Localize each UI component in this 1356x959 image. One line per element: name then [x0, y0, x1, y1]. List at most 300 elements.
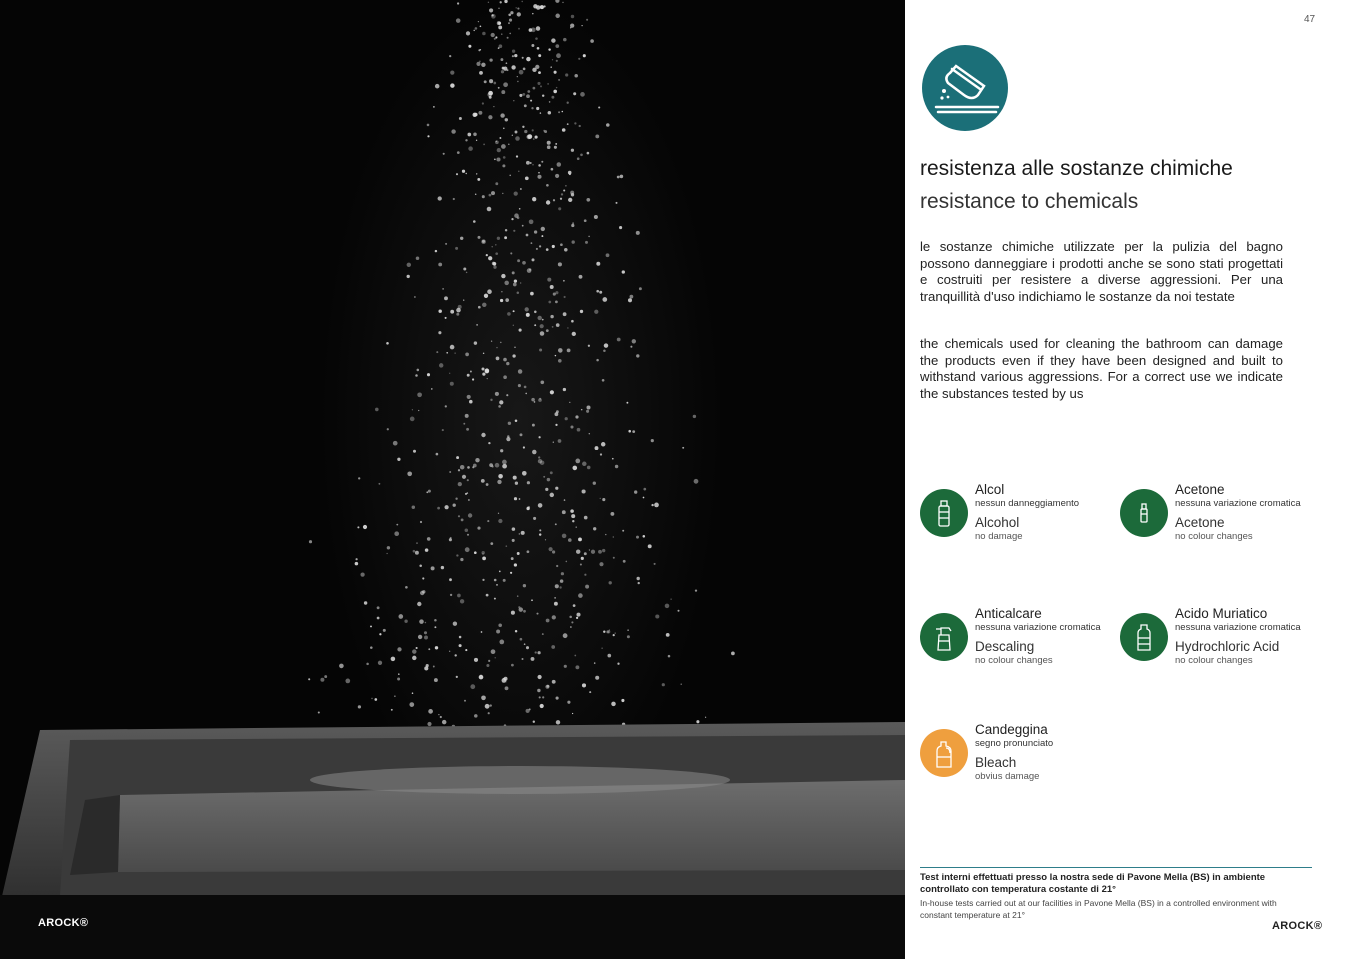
water-drop	[482, 240, 485, 243]
water-drop	[431, 566, 435, 570]
water-drop	[465, 414, 469, 418]
water-drop	[553, 293, 556, 296]
water-drop	[621, 699, 624, 702]
water-drop	[564, 499, 566, 501]
water-drop	[564, 296, 566, 298]
water-drop	[391, 709, 393, 711]
water-drop	[539, 533, 541, 535]
water-drop	[450, 70, 454, 74]
water-drop	[468, 499, 470, 501]
water-drop	[355, 562, 359, 566]
water-drop	[553, 442, 554, 443]
water-drop	[436, 351, 438, 353]
water-drop	[547, 141, 551, 145]
water-drop	[668, 655, 671, 658]
water-drop	[512, 271, 515, 274]
water-drop	[518, 28, 520, 30]
water-drop	[570, 27, 571, 28]
water-drop	[309, 540, 312, 543]
water-drop	[489, 463, 493, 467]
water-drop	[535, 136, 538, 139]
water-drop	[499, 640, 504, 645]
water-drop	[567, 701, 570, 704]
water-drop	[545, 539, 546, 540]
water-drop	[533, 721, 535, 723]
water-drop	[444, 505, 448, 509]
water-drop	[434, 678, 438, 682]
water-drop	[513, 476, 517, 480]
water-drop	[581, 409, 583, 411]
water-drop	[501, 70, 504, 73]
water-drop	[508, 13, 511, 16]
water-drop	[535, 651, 537, 653]
water-drop	[506, 62, 508, 64]
water-drop	[442, 288, 444, 290]
water-drop	[391, 657, 396, 662]
water-drop	[593, 482, 596, 485]
water-drop	[465, 353, 469, 357]
water-drop	[478, 21, 479, 22]
water-drop	[554, 71, 557, 74]
water-drop	[404, 620, 407, 623]
water-drop	[444, 296, 448, 300]
water-drop	[521, 531, 525, 535]
substance-name-it: Candeggina	[975, 722, 1048, 737]
water-drop	[555, 487, 558, 490]
water-drop	[514, 497, 517, 500]
water-drop	[397, 458, 400, 461]
water-drop	[508, 22, 510, 24]
water-drop	[666, 633, 670, 637]
water-drop	[536, 248, 538, 250]
water-drop	[535, 37, 538, 40]
water-drop	[386, 553, 387, 554]
water-drop	[550, 66, 552, 68]
water-drop	[476, 173, 477, 174]
water-drop	[600, 498, 601, 499]
water-drop	[465, 547, 470, 552]
water-drop	[503, 128, 505, 130]
water-drop	[417, 369, 420, 372]
water-drop	[579, 125, 581, 127]
water-drop	[491, 33, 495, 37]
water-drop	[514, 346, 516, 348]
water-drop	[461, 518, 464, 521]
water-drop	[509, 19, 512, 22]
water-drop	[467, 492, 469, 494]
water-drop	[555, 523, 557, 525]
water-drop	[485, 368, 490, 373]
water-drop	[522, 261, 526, 265]
water-drop	[556, 53, 561, 58]
water-drop	[560, 243, 563, 246]
water-drop	[536, 613, 538, 615]
water-drop	[514, 563, 517, 566]
water-drop	[505, 681, 506, 682]
water-drop	[475, 194, 477, 196]
water-drop	[643, 535, 646, 538]
substance-name-it: Acido Muriatico	[1175, 606, 1268, 621]
water-drop	[473, 220, 476, 223]
water-drop	[456, 173, 458, 175]
water-drop	[531, 398, 535, 402]
water-drop	[584, 574, 586, 576]
water-drop	[410, 417, 415, 422]
water-drop	[415, 551, 419, 555]
water-drop	[555, 44, 559, 48]
water-drop	[615, 465, 618, 468]
water-drop	[623, 560, 626, 563]
water-drop	[602, 549, 605, 552]
water-drop	[427, 373, 430, 376]
water-drop	[438, 196, 442, 200]
water-drop	[527, 550, 530, 553]
water-drop	[482, 303, 486, 307]
footer-note-english: In-house tests carried out at our facilities in Pavone Mella (BS) in a controlled environment with constant temperature at 21°	[920, 898, 1277, 920]
substance-name-en: Alcohol	[975, 515, 1020, 530]
water-drop	[472, 378, 474, 380]
water-drop	[409, 702, 414, 707]
water-drop	[526, 94, 530, 98]
water-drop	[486, 254, 488, 256]
water-drop	[564, 248, 568, 252]
water-drop	[533, 517, 536, 520]
water-drop	[551, 96, 554, 99]
water-drop	[501, 274, 505, 278]
water-drop	[581, 557, 584, 560]
water-drop	[424, 636, 428, 640]
water-drop	[510, 252, 512, 254]
water-drop	[524, 104, 527, 107]
water-drop	[489, 704, 491, 706]
water-drop	[541, 235, 543, 237]
water-drop	[482, 557, 486, 561]
water-drop	[308, 678, 310, 680]
water-drop	[565, 73, 568, 76]
water-drop	[503, 358, 507, 362]
water-drop	[561, 572, 564, 575]
water-drop	[508, 422, 511, 425]
water-drop	[539, 398, 541, 400]
water-drop	[437, 507, 440, 510]
water-drop	[493, 262, 497, 266]
water-drop	[654, 503, 659, 508]
water-drop	[498, 22, 501, 25]
water-drop	[481, 367, 484, 370]
water-drop	[571, 193, 574, 196]
water-drop	[580, 310, 583, 313]
water-drop	[569, 402, 570, 403]
water-drop	[497, 148, 501, 152]
water-drop	[482, 32, 486, 36]
water-drop	[470, 371, 472, 373]
water-drop	[397, 678, 400, 681]
water-drop	[530, 100, 532, 102]
water-drop	[494, 579, 497, 582]
water-drop	[527, 90, 530, 93]
water-drop	[576, 526, 577, 527]
water-drop	[577, 157, 580, 160]
water-drop	[554, 146, 557, 149]
water-drop	[491, 246, 492, 247]
water-drop	[585, 585, 589, 589]
water-drop	[519, 70, 524, 75]
water-drop	[538, 164, 541, 167]
water-drop	[498, 8, 499, 9]
water-drop	[495, 657, 496, 658]
water-drop	[610, 512, 614, 516]
water-drop	[611, 702, 616, 707]
water-drop	[481, 631, 483, 633]
water-drop	[481, 695, 486, 700]
water-drop	[519, 94, 522, 97]
water-drop	[539, 696, 541, 698]
water-drop	[622, 270, 625, 273]
water-drop	[445, 317, 447, 319]
water-drop	[387, 428, 389, 430]
water-drop	[412, 692, 414, 694]
water-drop	[601, 648, 602, 649]
water-drop	[540, 704, 544, 708]
water-drop	[628, 430, 631, 433]
water-drop	[427, 135, 429, 137]
water-drop	[589, 691, 591, 693]
water-drop	[531, 27, 536, 32]
water-drop	[538, 71, 541, 74]
water-drop	[520, 638, 523, 641]
water-drop	[550, 315, 553, 318]
water-drop	[572, 520, 574, 522]
water-drop	[501, 144, 506, 149]
water-drop	[494, 159, 496, 161]
water-drop	[586, 198, 590, 202]
water-drop	[462, 475, 466, 479]
water-drop	[547, 478, 550, 481]
water-drop	[512, 55, 514, 57]
water-drop	[514, 279, 517, 282]
water-drop	[370, 625, 372, 627]
water-drop	[632, 339, 636, 343]
water-drop	[545, 488, 548, 491]
water-drop	[556, 720, 560, 724]
water-drop	[345, 679, 350, 684]
water-drop	[466, 272, 468, 274]
water-drop	[318, 711, 320, 713]
water-drop	[455, 353, 456, 354]
water-drop	[538, 675, 542, 679]
title-english: resistance to chemicals	[920, 190, 1139, 213]
water-drop	[526, 507, 529, 510]
substance-name-en: Descaling	[975, 639, 1035, 654]
water-drop	[488, 91, 493, 96]
water-drop	[521, 658, 523, 660]
water-drop	[533, 138, 535, 140]
water-drop	[499, 400, 503, 404]
water-drop	[643, 497, 645, 499]
water-drop	[587, 152, 590, 155]
water-drop	[519, 607, 523, 611]
water-drop	[475, 27, 478, 30]
substance-desc-en: no colour changes	[975, 655, 1053, 666]
water-drop	[651, 439, 654, 442]
water-drop	[449, 471, 451, 473]
water-drop	[601, 442, 605, 446]
water-drop	[613, 634, 615, 636]
water-drop	[459, 636, 462, 639]
water-drop	[491, 14, 496, 19]
water-drop	[579, 275, 583, 279]
water-drop	[435, 646, 438, 649]
water-drop	[670, 598, 671, 599]
water-drop	[506, 362, 509, 365]
water-drop	[578, 58, 580, 60]
water-drop	[434, 619, 437, 622]
water-drop	[481, 433, 485, 437]
water-drop	[531, 44, 534, 47]
water-drop	[552, 59, 553, 60]
water-drop	[489, 58, 492, 61]
water-drop	[457, 2, 459, 4]
water-drop	[651, 504, 653, 506]
water-drop	[590, 39, 594, 43]
water-drop	[519, 208, 521, 210]
water-drop	[654, 563, 656, 565]
water-drop	[514, 213, 519, 218]
water-drop	[519, 329, 522, 332]
water-drop	[475, 458, 479, 462]
water-drop	[634, 490, 637, 493]
water-drop	[537, 175, 541, 179]
water-drop	[476, 62, 480, 66]
water-drop	[603, 630, 605, 632]
water-drop	[463, 267, 466, 270]
water-drop	[470, 684, 475, 689]
water-drop	[415, 374, 418, 377]
water-drop	[527, 481, 530, 484]
water-drop	[575, 665, 579, 669]
water-drop	[357, 526, 359, 528]
water-drop	[493, 82, 496, 85]
water-drop	[460, 599, 464, 603]
substance-name-it: Anticalcare	[975, 606, 1042, 621]
water-drop	[517, 12, 521, 16]
water-drop	[511, 557, 514, 560]
substance-desc-it: nessuna variazione cromatica	[1175, 498, 1301, 509]
water-drop	[464, 700, 466, 702]
water-drop	[522, 57, 524, 59]
water-drop	[693, 415, 696, 418]
water-drop	[489, 96, 492, 99]
water-drop	[563, 280, 565, 282]
water-drop	[520, 188, 522, 190]
water-drop	[501, 291, 502, 292]
water-drop	[474, 714, 478, 718]
water-drop	[498, 519, 502, 523]
water-drop	[358, 705, 361, 708]
water-drop	[677, 610, 679, 612]
water-drop	[605, 534, 606, 535]
water-drop	[588, 345, 590, 347]
water-drop	[508, 144, 510, 146]
water-drop	[420, 521, 422, 523]
water-drop	[493, 106, 494, 107]
water-drop	[483, 144, 485, 146]
water-drop	[467, 479, 469, 481]
water-drop	[520, 433, 523, 436]
water-drop	[339, 664, 344, 669]
water-drop	[479, 71, 483, 75]
water-drop	[438, 331, 441, 334]
water-drop	[377, 617, 380, 620]
water-drop	[570, 509, 574, 513]
water-drop	[578, 593, 583, 598]
water-drop	[467, 374, 470, 377]
water-drop	[490, 542, 493, 545]
water-drop	[591, 550, 595, 554]
water-drop	[524, 643, 526, 645]
water-drop	[473, 113, 477, 117]
water-drop	[534, 401, 536, 403]
water-drop	[398, 673, 400, 675]
water-drop	[434, 626, 436, 628]
water-drop	[482, 102, 484, 104]
water-drop	[496, 157, 500, 161]
water-drop	[451, 129, 455, 133]
water-drop	[567, 349, 571, 353]
water-drop	[537, 316, 541, 320]
water-drop	[506, 545, 508, 547]
water-drop	[531, 657, 535, 661]
water-drop	[407, 263, 411, 267]
water-drop	[517, 81, 518, 82]
water-drop	[532, 68, 536, 72]
water-drop	[463, 299, 464, 300]
water-drop	[442, 429, 444, 431]
water-drop	[378, 483, 380, 485]
water-drop	[580, 92, 585, 97]
water-drop	[496, 630, 500, 634]
brand-logo-left: AROCK®	[38, 917, 89, 929]
water-drop	[532, 197, 536, 201]
water-drop	[636, 354, 639, 357]
water-drop	[541, 161, 543, 163]
water-drop	[522, 1, 523, 2]
water-drop	[586, 405, 590, 409]
water-drop	[532, 258, 535, 261]
water-drop	[603, 349, 606, 352]
jug-icon	[920, 729, 968, 777]
water-drop	[627, 629, 629, 631]
water-drop	[550, 285, 554, 289]
water-drop	[561, 193, 563, 195]
water-drop	[438, 714, 439, 715]
water-drop	[524, 386, 527, 389]
water-drop	[511, 664, 514, 667]
water-drop	[435, 84, 440, 89]
water-drop	[484, 80, 487, 83]
water-drop	[419, 564, 422, 567]
water-drop	[551, 168, 554, 171]
water-drop	[462, 170, 465, 173]
water-drop	[562, 534, 567, 539]
water-drop	[522, 126, 524, 128]
water-drop	[551, 645, 555, 649]
water-drop	[532, 424, 535, 427]
substance-desc-it: nessuna variazione cromatica	[975, 622, 1101, 633]
water-drop	[488, 660, 490, 662]
water-drop	[515, 482, 518, 485]
water-drop	[358, 477, 360, 479]
